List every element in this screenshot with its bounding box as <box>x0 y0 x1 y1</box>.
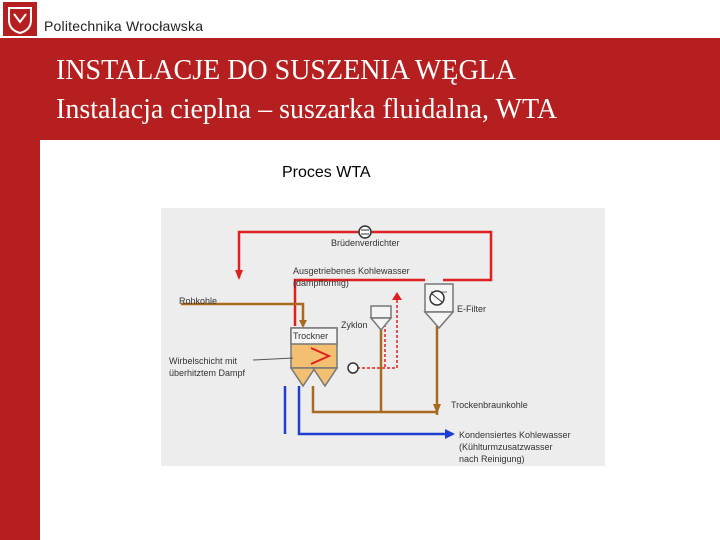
zyklon-label: Zyklon <box>341 320 368 330</box>
water-lines <box>285 386 453 434</box>
kondensiertes-sublabel-1: (Kühlturmzusatzwasser <box>459 442 553 452</box>
university-logo <box>3 2 37 36</box>
left-stripe <box>0 38 40 540</box>
institution-name: Politechnika Wrocławska <box>44 18 204 34</box>
pump-icon <box>348 363 358 373</box>
rohkohle-label: Rohkohle <box>179 296 218 306</box>
trockner-label: Trockner <box>293 331 329 341</box>
header-bar <box>0 0 720 38</box>
brudenverdichter-label: Brüdenverdichter <box>331 238 400 248</box>
water-arrow <box>445 429 455 439</box>
wirbelschicht-sublabel: überhitztem Dampf <box>169 368 246 378</box>
label-leader <box>253 358 293 360</box>
trockenbraunkohle-label: Trockenbraunkohle <box>451 400 528 410</box>
wirbelschicht-label: Wirbelschicht mit <box>169 356 238 366</box>
slide-subtitle: Instalacja cieplna – suszarka fluidalna, WTA <box>56 94 558 125</box>
fan-icon <box>430 291 444 305</box>
kondensiertes-sublabel-2: nach Reinigung) <box>459 454 525 464</box>
diagram-heading: Proces WTA <box>282 164 371 181</box>
compressor-icon <box>359 226 371 238</box>
ausgetriebenes-label: Ausgetriebenes Kohlewasser <box>293 266 410 276</box>
process-diagram <box>161 208 605 466</box>
e-filter-label: E-Filter <box>457 304 486 314</box>
kondensiertes-label: Kondensiertes Kohlewasser <box>459 430 571 440</box>
slide-title: INSTALACJE DO SUSZENIA WĘGLA <box>56 55 517 86</box>
ausgetriebenes-sublabel: (dampfförmig) <box>293 278 349 288</box>
cyclone-unit <box>371 306 391 330</box>
